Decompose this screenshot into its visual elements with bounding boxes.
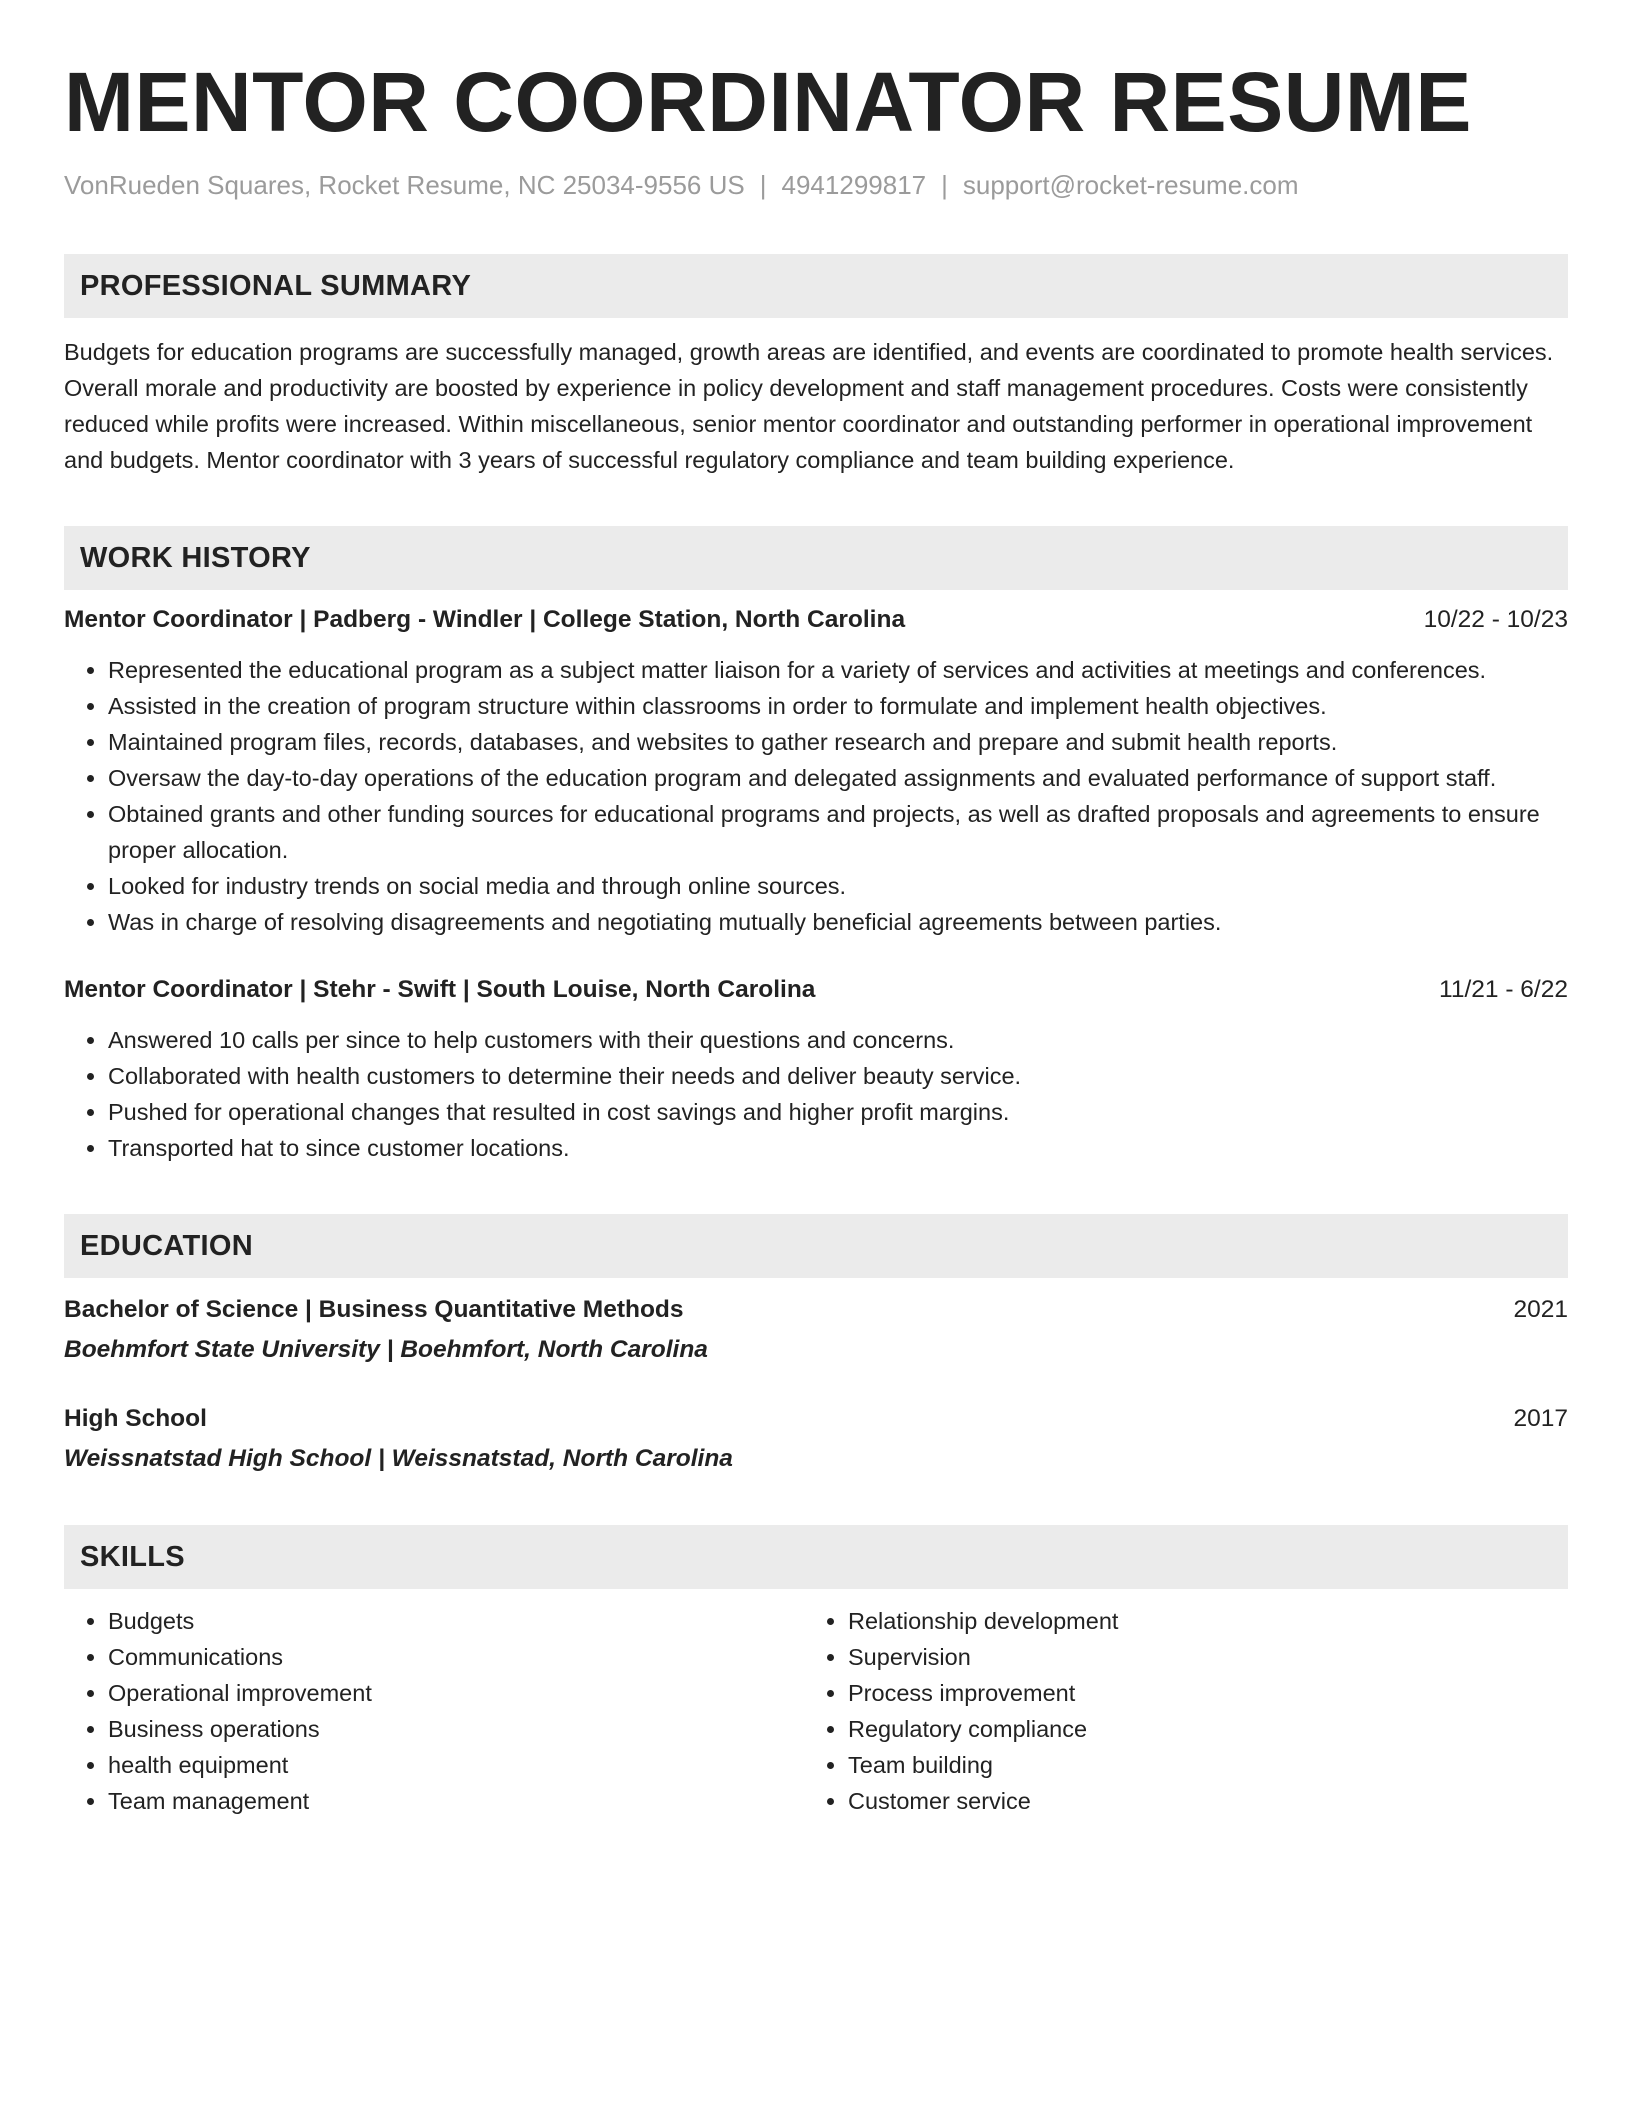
job-entry [64,602,1568,940]
contact-phone: 4941299817 [781,170,927,200]
job-bullet: • Oversaw the day-to-day operations of the education program and delegated assignments and evaluated performance of support staff. [108,760,1568,796]
summary-text: Budgets for education programs are successfully managed, growth areas are identified, and events are coordinated to promote health services. Overall morale and productivity are boosted by experience in policy development and staff management procedures. Costs were consistently reduced while profits were increased. Within miscellaneous, senior mentor coordinator and outstanding performer in operational improvement and budgets. Mentor coordinator with 3 years of successful regulatory compliance and team building experience. [64,339,1554,473]
skill-item: • Operational improvement [108,1675,804,1711]
section-header-summary: PROFESSIONAL SUMMARY [64,254,1568,318]
section-header-skills: SKILLS [64,1525,1568,1589]
education-entry [64,1292,1568,1368]
skills-list [64,1603,1568,1819]
skill-item: • Team management [108,1783,804,1819]
skill-item: • health equipment [108,1747,804,1783]
education-degree: Bachelor of Science | Business Quantitative Methods [64,1296,684,1323]
skill-item: • Customer service [848,1783,1544,1819]
job-bullets [64,652,1568,940]
education-school: Boehmfort State University | Boehmfort, North Carolina [64,1336,708,1363]
skills-column-right [804,1603,1544,1819]
job-bullet: • Transported hat to since customer locations. [108,1130,1568,1166]
education-degree: High School [64,1405,207,1432]
skill-item: • Budgets [108,1603,804,1639]
job-dates: 10/22 - 10/23 [1423,606,1568,633]
education-year: 2021 [1513,1296,1568,1323]
contact-address: VonRueden Squares, Rocket Resume, NC 25034-9556 US [64,170,745,200]
job-entry [64,972,1568,1166]
section-header-education: EDUCATION [64,1214,1568,1278]
job-bullets [64,1022,1568,1166]
skill-item: • Relationship development [848,1603,1544,1639]
job-bullet: • Maintained program files, records, databases, and websites to gather research and prepare and submit health reports. [108,724,1568,760]
skill-item: • Business operations [108,1711,804,1747]
job-bullet: • Pushed for operational changes that resulted in cost savings and higher profit margins. [108,1094,1568,1130]
contact-line [64,168,1568,202]
skill-item: • Communications [108,1639,804,1675]
skill-item: • Supervision [848,1639,1544,1675]
job-header [64,602,1568,638]
section-header-work-history: WORK HISTORY [64,526,1568,590]
education-school: Weissnatstad High School | Weissnatstad, North Carolina [64,1445,733,1472]
skill-item: • Team building [848,1747,1544,1783]
job-bullet: • Represented the educational program as a subject matter liaison for a variety of services and activities at meetings and conferences. [108,652,1568,688]
education-year: 2017 [1513,1405,1568,1432]
job-bullet: • Collaborated with health customers to determine their needs and deliver beauty service. [108,1058,1568,1094]
skill-item: • Process improvement [848,1675,1544,1711]
resume-title: MENTOR COORDINATOR RESUME [64,55,1472,149]
contact-separator: | [759,170,767,200]
education-header [64,1292,1568,1328]
skill-item: • Regulatory compliance [848,1711,1544,1747]
job-bullet: • Answered 10 calls per since to help customers with their questions and concerns. [108,1022,1568,1058]
job-dates: 11/21 - 6/22 [1439,976,1568,1003]
job-bullet: • Was in charge of resolving disagreements and negotiating mutually beneficial agreements between parties. [108,904,1568,940]
education-entry [64,1401,1568,1477]
education-header [64,1401,1568,1437]
contact-email: support@rocket-resume.com [962,170,1299,200]
job-bullet: • Looked for industry trends on social media and through online sources. [108,868,1568,904]
job-title: Mentor Coordinator | Padberg - Windler | College Station, North Carolina [64,606,906,633]
job-title: Mentor Coordinator | Stehr - Swift | South Louise, North Carolina [64,976,816,1003]
job-bullet: • Assisted in the creation of program structure within classrooms in order to formulate and implement health objectives. [108,688,1568,724]
skills-column-left [64,1603,804,1819]
job-header [64,972,1568,1008]
job-bullet: • Obtained grants and other funding sources for educational programs and projects, as well as drafted proposals and agreements to ensure proper allocation. [108,796,1568,868]
contact-separator: | [941,170,948,200]
